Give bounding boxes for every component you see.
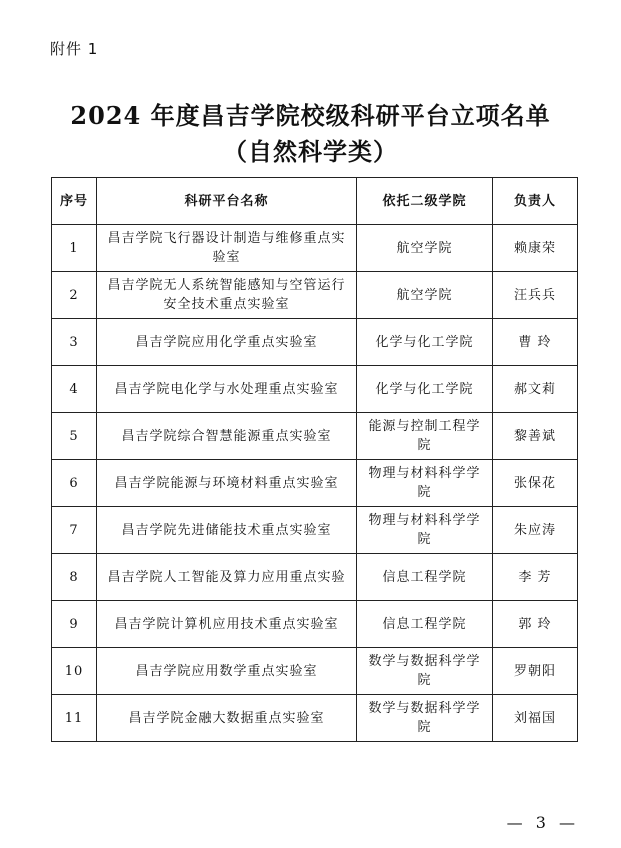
cell-leader: 赖康荣 [493, 225, 578, 272]
cell-serial: 8 [52, 554, 97, 601]
table-row [52, 413, 578, 460]
page-number: — 3 — [506, 813, 579, 832]
table-row [52, 460, 578, 507]
cell-serial: 4 [52, 366, 97, 413]
cell-leader: 罗朝阳 [493, 648, 578, 695]
cell-serial: 2 [52, 272, 97, 319]
cell-college: 物理与材料科学学院 [357, 460, 493, 507]
cell-leader: 郭 玲 [493, 601, 578, 648]
cell-leader: 刘福国 [493, 695, 578, 742]
cell-serial: 11 [52, 695, 97, 742]
cell-platform-name: 昌吉学院能源与环境材料重点实验室 [97, 460, 357, 507]
cell-leader: 曹 玲 [493, 319, 578, 366]
header-leader: 负责人 [493, 178, 578, 225]
attachment-label: 附件 1 [50, 40, 99, 58]
page-title: 2024 年度昌吉学院校级科研平台立项名单 [70, 101, 551, 130]
cell-leader: 朱应涛 [493, 507, 578, 554]
cell-serial: 10 [52, 648, 97, 695]
table-row [52, 319, 578, 366]
cell-platform-name: 昌吉学院人工智能及算力应用重点实验 [97, 554, 357, 601]
table-row [52, 366, 578, 413]
cell-leader: 黎善斌 [493, 413, 578, 460]
project-list-table [51, 177, 578, 742]
cell-college: 数学与数据科学学院 [357, 695, 493, 742]
cell-platform-name: 昌吉学院应用数学重点实验室 [97, 648, 357, 695]
cell-college: 数学与数据科学学院 [357, 648, 493, 695]
cell-serial: 9 [52, 601, 97, 648]
cell-serial: 1 [52, 225, 97, 272]
cell-college: 化学与化工学院 [357, 319, 493, 366]
cell-college: 信息工程学院 [357, 601, 493, 648]
cell-serial: 6 [52, 460, 97, 507]
cell-platform-name: 昌吉学院计算机应用技术重点实验室 [97, 601, 357, 648]
cell-leader: 张保花 [493, 460, 578, 507]
cell-serial: 3 [52, 319, 97, 366]
header-platform-name: 科研平台名称 [97, 178, 357, 225]
page-subtitle: （自然科学类） [223, 137, 398, 166]
cell-platform-name: 昌吉学院综合智慧能源重点实验室 [97, 413, 357, 460]
cell-college: 航空学院 [357, 225, 493, 272]
table-row [52, 272, 578, 319]
table-row [52, 648, 578, 695]
cell-platform-name: 昌吉学院金融大数据重点实验室 [97, 695, 357, 742]
cell-college: 信息工程学院 [357, 554, 493, 601]
header-college: 依托二级学院 [357, 178, 493, 225]
cell-college: 航空学院 [357, 272, 493, 319]
cell-serial: 5 [52, 413, 97, 460]
cell-college: 能源与控制工程学院 [357, 413, 493, 460]
table-row [52, 695, 578, 742]
table-row [52, 601, 578, 648]
table-header-row [52, 178, 578, 225]
cell-serial: 7 [52, 507, 97, 554]
cell-platform-name: 昌吉学院电化学与水处理重点实验室 [97, 366, 357, 413]
cell-leader: 郝文莉 [493, 366, 578, 413]
cell-platform-name: 昌吉学院先进储能技术重点实验室 [97, 507, 357, 554]
cell-leader: 李 芳 [493, 554, 578, 601]
cell-leader: 汪兵兵 [493, 272, 578, 319]
cell-platform-name: 昌吉学院应用化学重点实验室 [97, 319, 357, 366]
header-serial: 序号 [52, 178, 97, 225]
cell-college: 物理与材料科学学院 [357, 507, 493, 554]
cell-college: 化学与化工学院 [357, 366, 493, 413]
table-row [52, 554, 578, 601]
table-row [52, 225, 578, 272]
cell-platform-name: 昌吉学院飞行器设计制造与维修重点实验室 [97, 225, 357, 272]
cell-platform-name: 昌吉学院无人系统智能感知与空管运行安全技术重点实验室 [97, 272, 357, 319]
table-row [52, 507, 578, 554]
